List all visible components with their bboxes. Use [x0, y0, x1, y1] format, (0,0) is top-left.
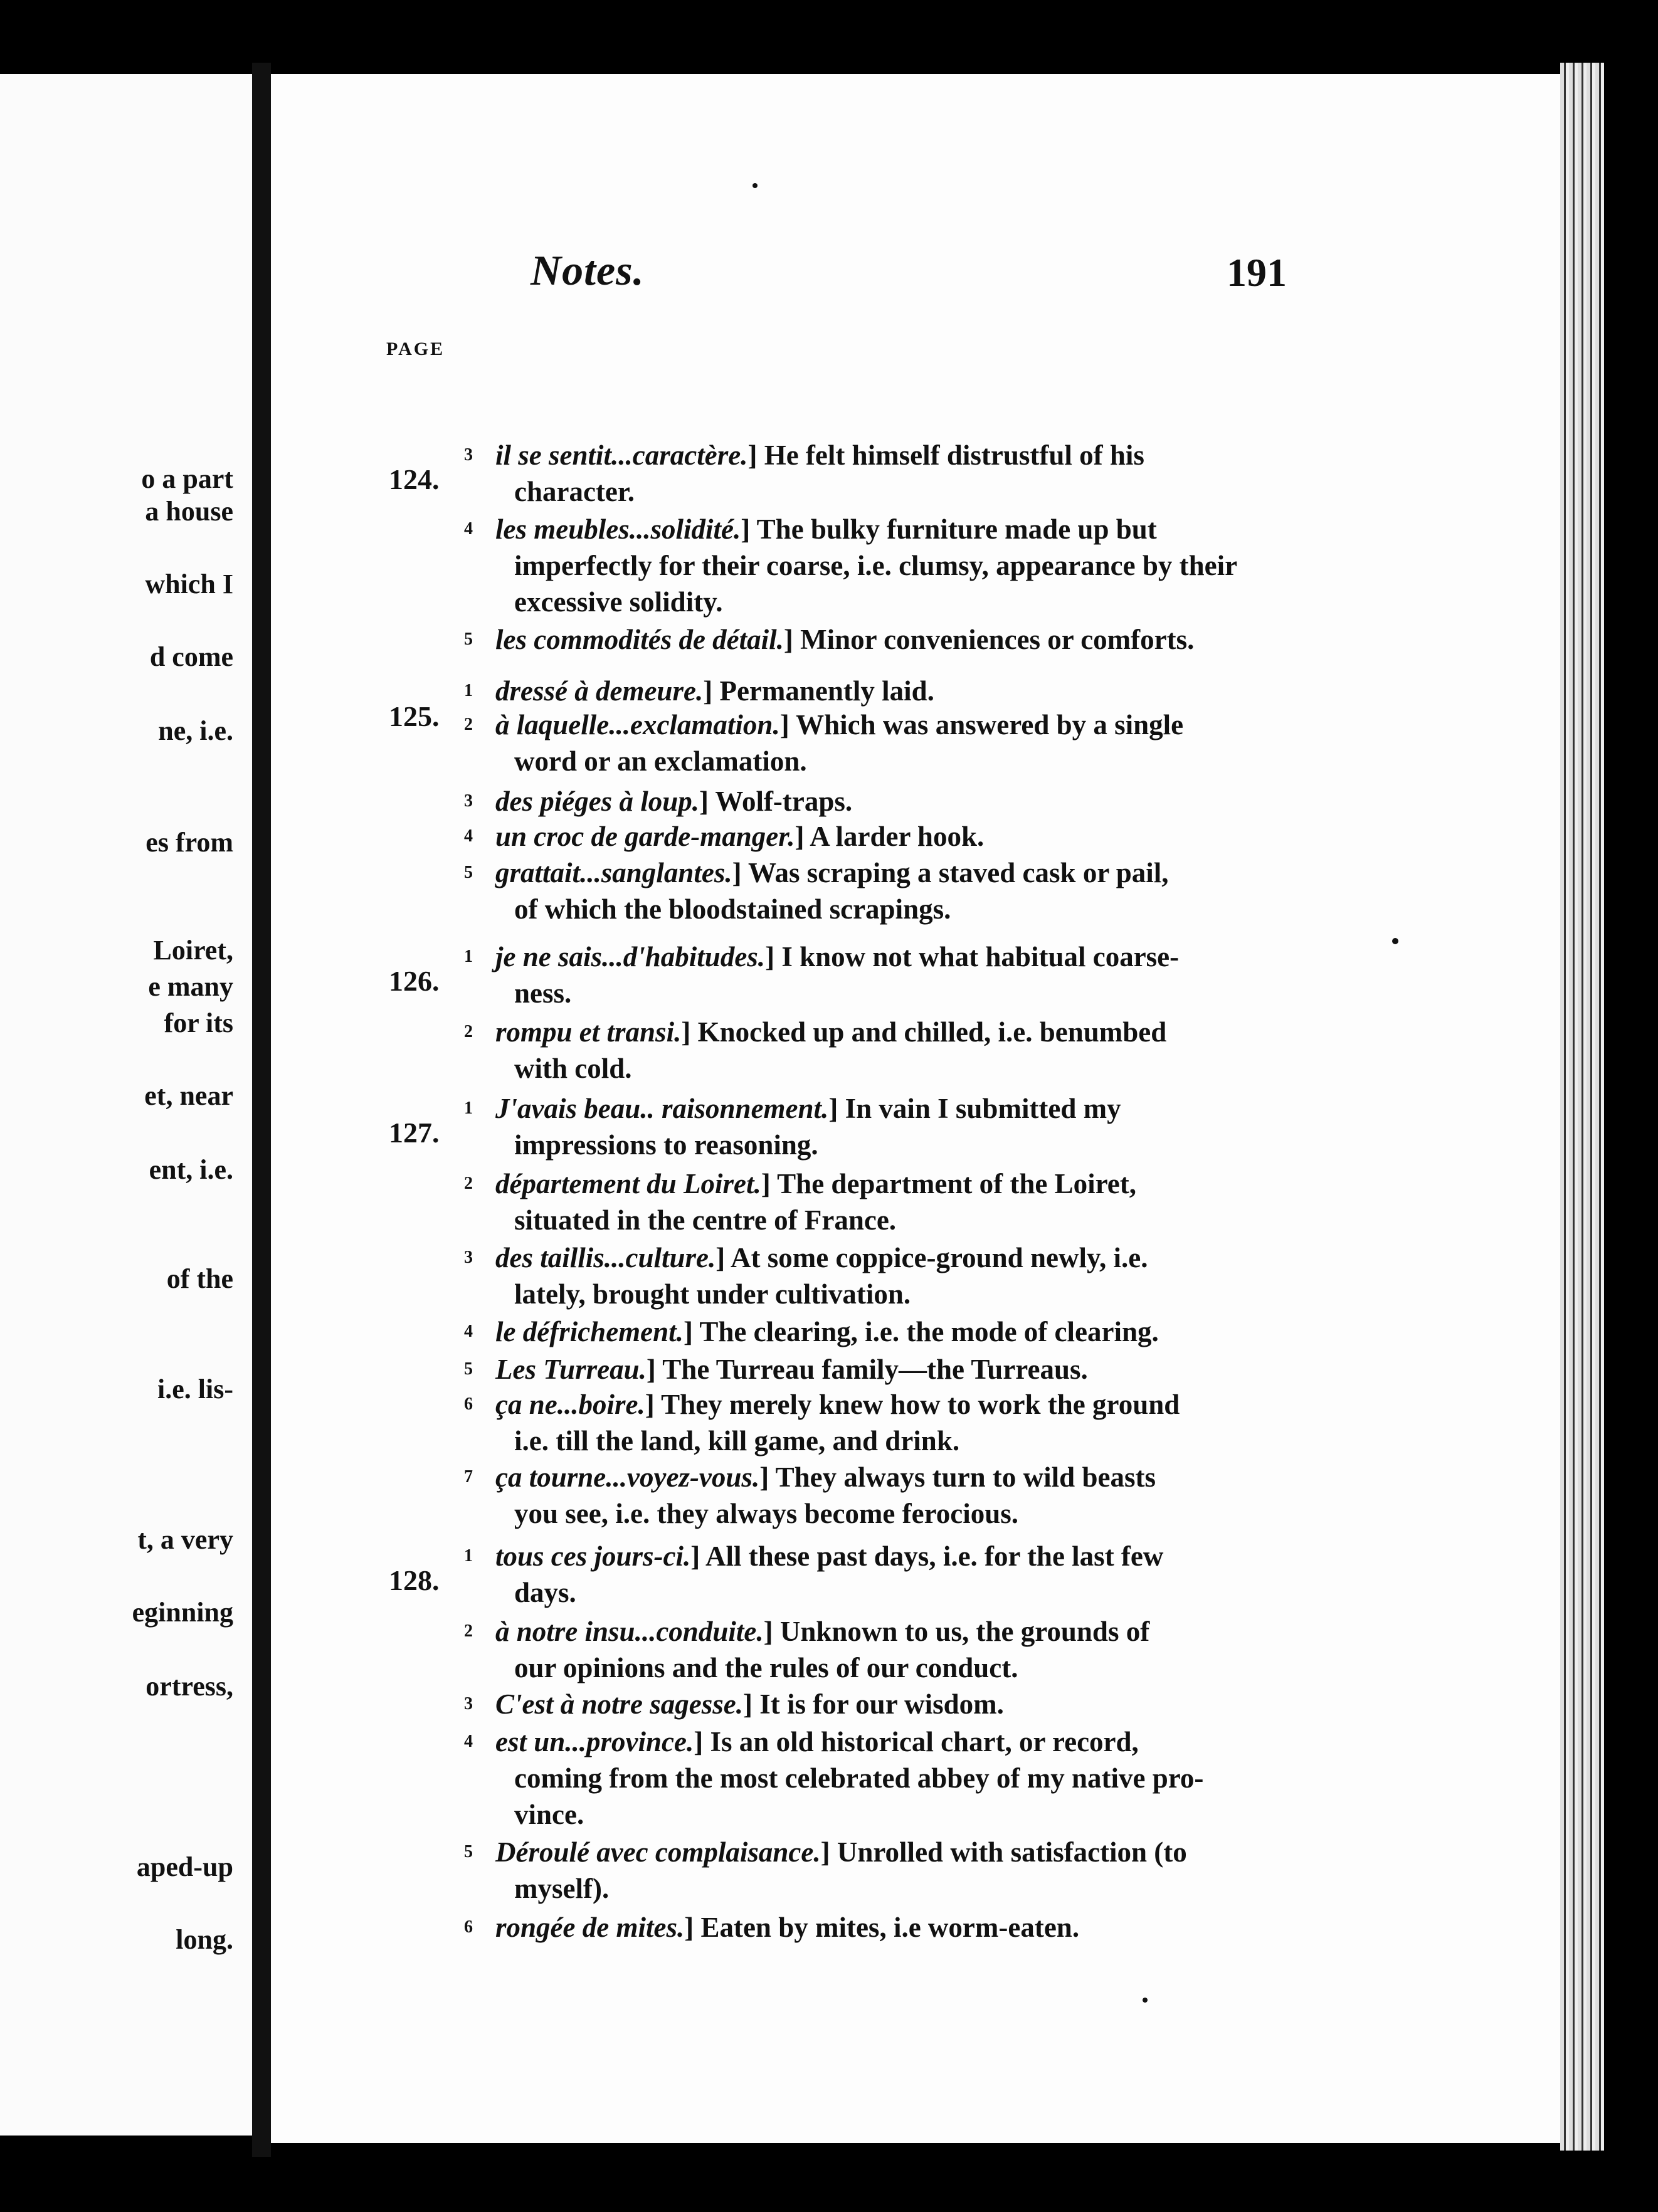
speck	[1392, 938, 1398, 944]
french-phrase: un croc de garde-manger.	[495, 821, 795, 852]
facing-page-fragment: for its	[164, 1008, 233, 1038]
facing-page-fragment: ortress,	[145, 1671, 233, 1702]
french-phrase: J'avais beau.. raisonnement.	[495, 1093, 829, 1124]
speck	[752, 183, 758, 188]
note-continuation: myself).	[514, 1873, 610, 1904]
note-line	[495, 1092, 1121, 1125]
bracket: ]	[703, 675, 720, 707]
page-reference: 127.	[389, 1117, 440, 1149]
note-number: 4	[464, 1732, 473, 1751]
bracket: ]	[747, 440, 764, 471]
bracket: ]	[646, 1354, 663, 1385]
english-gloss: A larder hook.	[810, 821, 985, 852]
facing-page-fragment: eginning	[132, 1597, 233, 1628]
note-continuation: word or an exclamation.	[514, 745, 807, 777]
english-gloss: Is an old historical chart, or record,	[710, 1726, 1139, 1757]
french-phrase: des taillis...culture.	[495, 1242, 716, 1273]
note-line	[495, 439, 1144, 471]
bracket: ]	[741, 514, 757, 545]
french-phrase: Déroulé avec complaisance.	[495, 1836, 821, 1868]
bracket: ]	[779, 709, 796, 740]
english-gloss: I know not what habitual coarse-	[781, 941, 1180, 972]
bracket: ]	[683, 1316, 700, 1347]
note-continuation: imperfectly for their coarse, i.e. clumsy, appearance by their	[514, 550, 1238, 581]
facing-page-fragment: et, near	[144, 1080, 233, 1111]
note-continuation: character.	[514, 476, 635, 507]
note-line	[495, 856, 1169, 889]
facing-page-left	[0, 74, 252, 2136]
facing-page-fragment: ent, i.e.	[149, 1154, 233, 1185]
english-gloss: Knocked up and chilled, i.e. benumbed	[697, 1016, 1167, 1048]
note-number: 1	[464, 1098, 473, 1118]
note-continuation: i.e. till the land, kill game, and drink.	[514, 1425, 960, 1456]
note-continuation: excessive solidity.	[514, 586, 723, 618]
facing-page-fragment: t, a very	[137, 1524, 233, 1555]
english-gloss: Eaten by mites, i.e worm-eaten.	[700, 1912, 1080, 1943]
french-phrase: Les Turreau.	[495, 1354, 647, 1385]
note-line	[495, 1540, 1163, 1572]
note-line	[495, 1725, 1139, 1758]
facing-page-fragment: ne, i.e.	[158, 715, 233, 746]
french-phrase: C'est à notre sagesse.	[495, 1688, 744, 1720]
note-number: 6	[464, 1394, 473, 1414]
page-reference: 124.	[389, 463, 440, 495]
french-phrase: dressé à demeure.	[495, 675, 704, 707]
facing-page-fragment: a house	[145, 496, 233, 527]
bracket: ]	[761, 1168, 778, 1199]
facing-page-fragment: long.	[176, 1924, 233, 1955]
english-gloss: The bulky furniture made up but	[756, 514, 1157, 545]
note-continuation: coming from the most celebrated abbey of my native pro-	[514, 1762, 1204, 1794]
note-line	[495, 1911, 1079, 1944]
note-line	[495, 1688, 1004, 1720]
english-gloss: He felt himself distrustful of his	[764, 440, 1144, 471]
french-phrase: rompu et transi.	[495, 1016, 682, 1048]
french-phrase: est un...province.	[495, 1726, 694, 1757]
bracket: ]	[699, 786, 715, 817]
english-gloss: At some coppice-ground newly, i.e.	[731, 1242, 1148, 1273]
facing-page-fragment: i.e. lis-	[157, 1374, 233, 1404]
note-number: 2	[464, 1621, 473, 1641]
french-phrase: des piéges à loup.	[495, 786, 699, 817]
facing-page-fragment: o a part	[141, 463, 233, 494]
note-number: 4	[464, 519, 473, 539]
page-reference: 125.	[389, 700, 440, 732]
note-continuation: of which the bloodstained scrapings.	[514, 893, 951, 925]
english-gloss: Which was answered by a single	[796, 709, 1184, 740]
french-phrase: ça ne...boire.	[495, 1389, 645, 1420]
bracket: ]	[645, 1389, 662, 1420]
english-gloss: In vain I submitted my	[845, 1093, 1121, 1124]
note-continuation: days.	[514, 1577, 576, 1608]
note-continuation: ness.	[514, 977, 572, 1009]
note-number: 1	[464, 1546, 473, 1566]
french-phrase: il se sentit...caractère.	[495, 440, 748, 471]
english-gloss: Unknown to us, the grounds of	[779, 1616, 1150, 1647]
speck	[1143, 1998, 1148, 2003]
note-continuation: lately, brought under cultivation.	[514, 1278, 911, 1310]
french-phrase: les commodités de détail.	[495, 624, 784, 655]
note-number: 3	[464, 791, 473, 811]
note-number: 7	[464, 1467, 473, 1487]
french-phrase: je ne sais...d'habitudes.	[495, 941, 766, 972]
bracket: ]	[684, 1912, 701, 1943]
note-continuation: situated in the centre of France.	[514, 1204, 897, 1236]
note-line	[495, 623, 1194, 656]
note-number: 2	[464, 1022, 473, 1041]
note-number: 1	[464, 681, 473, 700]
facing-page-fragment: Loiret,	[153, 935, 233, 966]
french-phrase: le défrichement.	[495, 1316, 684, 1347]
english-gloss: Permanently laid.	[719, 675, 934, 707]
bracket: ]	[828, 1093, 845, 1124]
bracket: ]	[820, 1836, 837, 1868]
french-phrase: à laquelle...exclamation.	[495, 709, 780, 740]
page-edge	[1560, 63, 1604, 2151]
french-phrase: département du Loiret.	[495, 1168, 761, 1199]
note-line	[495, 940, 1179, 973]
note-number: 3	[464, 445, 473, 465]
english-gloss: The Turreau family—the Turreaus.	[662, 1354, 1088, 1385]
note-continuation: vince.	[514, 1799, 584, 1830]
english-gloss: The department of the Loiret,	[777, 1168, 1136, 1199]
french-phrase: grattait...sanglantes.	[495, 857, 732, 888]
page-reference: 128.	[389, 1564, 440, 1596]
english-gloss: The clearing, i.e. the mode of clearing.	[699, 1316, 1159, 1347]
note-line	[495, 1615, 1149, 1648]
note-number: 2	[464, 715, 473, 734]
note-line	[495, 1836, 1187, 1868]
note-line	[495, 1461, 1156, 1493]
bracket: ]	[715, 1242, 731, 1273]
french-phrase: ça tourne...voyez-vous.	[495, 1462, 760, 1493]
page-column-label: PAGE	[386, 339, 445, 359]
bracket: ]	[681, 1016, 698, 1048]
note-line	[495, 1167, 1136, 1200]
note-number: 3	[464, 1248, 473, 1267]
running-title: Notes.	[531, 246, 645, 294]
note-line	[495, 1016, 1166, 1048]
note-line	[495, 1388, 1180, 1421]
english-gloss: Was scraping a staved cask or pail,	[748, 857, 1169, 888]
facing-page-fragment: aped-up	[136, 1851, 233, 1882]
note-number: 3	[464, 1694, 473, 1714]
facing-page-fragment: which I	[145, 569, 233, 599]
french-phrase: rongée de mites.	[495, 1912, 685, 1943]
bracket: ]	[690, 1540, 706, 1572]
note-continuation: impressions to reasoning.	[514, 1129, 818, 1161]
bracket: ]	[694, 1726, 710, 1757]
note-number: 5	[464, 629, 473, 649]
french-phrase: à notre insu...conduite.	[495, 1616, 764, 1647]
english-gloss: They merely knew how to work the ground	[661, 1389, 1180, 1420]
bracket: ]	[732, 857, 749, 888]
note-line	[495, 675, 934, 707]
note-continuation: with cold.	[514, 1053, 632, 1084]
french-phrase: tous ces jours-ci.	[495, 1540, 691, 1572]
english-gloss: They always turn to wild beasts	[775, 1462, 1156, 1493]
facing-page-fragment: es from	[145, 827, 233, 858]
facing-page-fragment: e many	[148, 971, 233, 1002]
english-gloss: Unrolled with satisfaction (to	[837, 1836, 1187, 1868]
note-number: 6	[464, 1917, 473, 1937]
note-number: 4	[464, 1322, 473, 1341]
book-gutter	[252, 63, 271, 2157]
bracket: ]	[759, 1462, 776, 1493]
note-number: 2	[464, 1174, 473, 1193]
french-phrase: les meubles...solidité.	[495, 514, 741, 545]
english-gloss: It is for our wisdom.	[759, 1688, 1004, 1720]
note-line	[495, 1241, 1148, 1274]
note-line	[495, 708, 1183, 741]
note-line	[495, 820, 984, 853]
note-line	[495, 1315, 1159, 1348]
note-number: 4	[464, 826, 473, 846]
bracket: ]	[795, 821, 810, 852]
note-number: 5	[464, 1359, 473, 1379]
bracket: ]	[783, 624, 801, 655]
note-line	[495, 785, 852, 818]
note-continuation: you see, i.e. they always become ferocious.	[514, 1498, 1019, 1529]
english-gloss: All these past days, i.e. for the last few	[705, 1540, 1164, 1572]
bracket: ]	[763, 1616, 780, 1647]
english-gloss: Minor conveniences or comforts.	[800, 624, 1195, 655]
bracket: ]	[765, 941, 782, 972]
bracket: ]	[743, 1688, 760, 1720]
english-gloss: Wolf-traps.	[715, 786, 853, 817]
note-line	[495, 1353, 1088, 1386]
page-number: 191	[1227, 250, 1287, 295]
note-number: 5	[464, 863, 473, 882]
note-continuation: our opinions and the rules of our conduct.	[514, 1652, 1018, 1683]
note-line	[495, 513, 1157, 545]
page-reference: 126.	[389, 965, 440, 997]
note-number: 1	[464, 947, 473, 966]
note-number: 5	[464, 1842, 473, 1862]
facing-page-fragment: of the	[166, 1263, 233, 1294]
facing-page-fragment: d come	[149, 641, 233, 672]
